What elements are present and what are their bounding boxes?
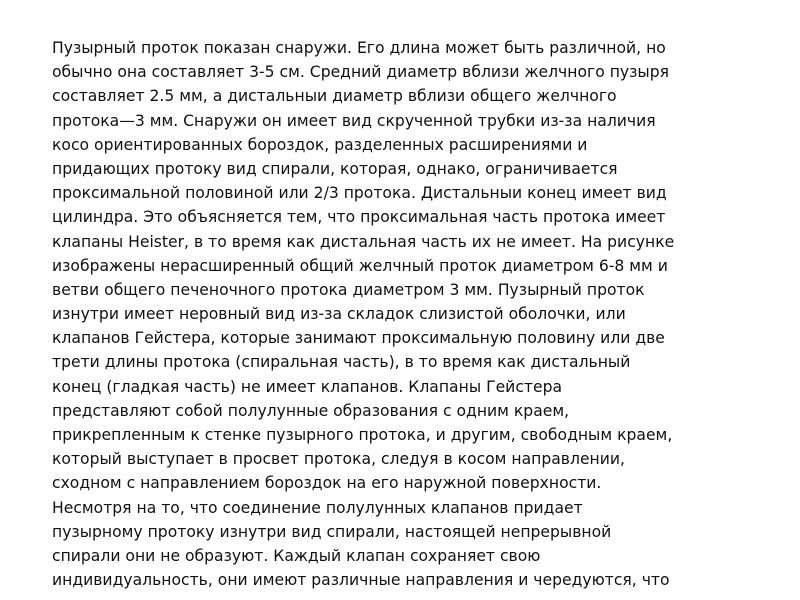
text-line: протока—3 мм. Снаружи он имеет вид скрученной трубки из-за наличия (52, 111, 656, 130)
text-line: придающих протоку вид спирали, которая, однако, ограничивается (52, 159, 618, 178)
text-line: изнутри имеет неровный вид из-за складок слизистой оболочки, или (52, 305, 626, 324)
text-line: ветви общего печеночного протока диаметром 3 мм. Пузырный проток (52, 280, 645, 299)
text-line: индивидуальность, они имеют различные направления и чередуются, что (52, 571, 670, 590)
text-line: проксимальной половиной или 2/3 протока. Дистальныи конец имеет вид (52, 184, 667, 203)
text-line: прикрепленным к стенке пузырного протока, и другим, свободным краем, (52, 426, 673, 444)
text-line: трети длины протока (спиральная часть), в то время как дистальный (52, 353, 631, 372)
text-line: косо ориентированных бороздок, разделенных расширениями и (52, 135, 588, 154)
text-line: сходном с направлением бороздок на его наружной поверхности. (52, 474, 602, 493)
body-text (52, 36, 752, 592)
text-line: который выступает в просвет протока, следуя в косом направлении, (52, 450, 625, 469)
text-line: конец (гладкая часть) не имеет клапанов. Клапаны Гейстера (52, 377, 563, 396)
text-line: клапанов Гейстера, которые занимают проксимальную половину или две (52, 329, 665, 348)
text-line: Несмотря на то, что соединение полулунных клапанов придает (52, 498, 583, 517)
text-line: обычно она составляет 3-5 см. Средний диаметр вблизи желчного пузыря (52, 63, 669, 82)
text-line: составляет 2.5 мм, а дистальныи диаметр вблизи общего желчного (52, 87, 617, 106)
text-line: пузырному протоку изнутри вид спирали, настоящей непрерывной (52, 522, 612, 541)
text-line: представляют собой полулунные образования с одним краем, (52, 401, 570, 420)
text-line: цилиндра. Это объясняется тем, что проксимальная часть протока имеет (52, 208, 666, 227)
text-line: Пузырный проток показан снаружи. Его длина может быть различной, но (52, 39, 666, 57)
text-line: клапаны Heister, в то время как дистальная часть их не имеет. На рисунке (52, 232, 675, 251)
text-line: спирали они не образуют. Каждый клапан сохраняет свою (52, 546, 541, 565)
text-line: изображены нерасширенный общий желчный проток диаметром 6-8 мм и (52, 256, 668, 275)
